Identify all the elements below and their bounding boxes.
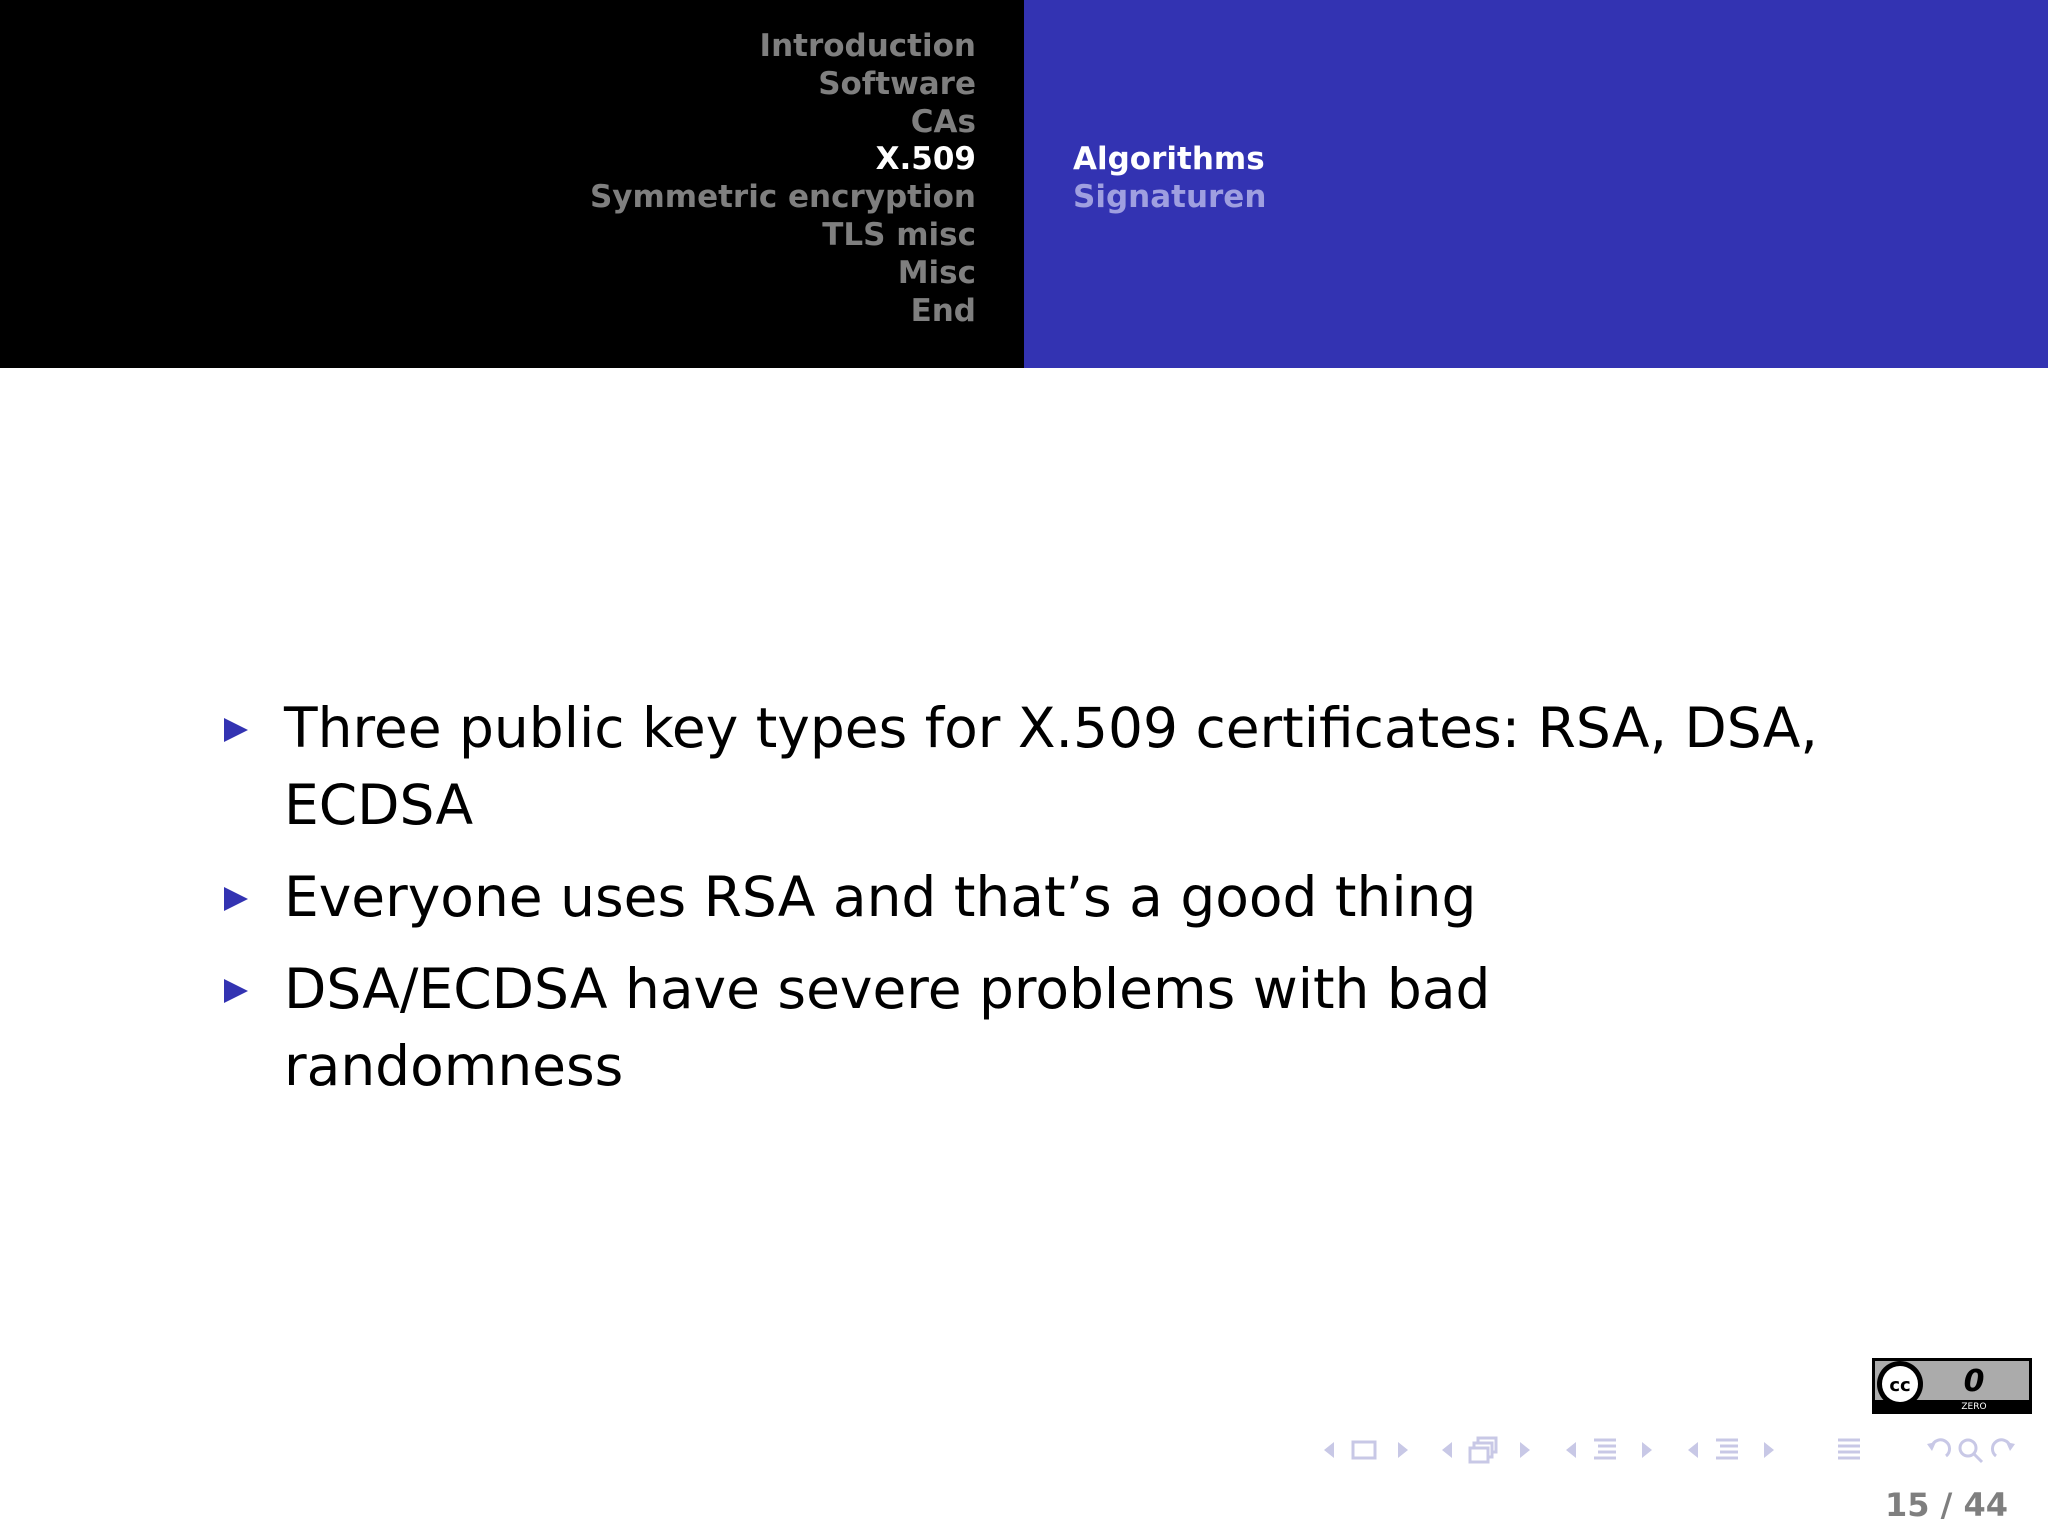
- subsection-list: [1073, 141, 1266, 217]
- frame-icon[interactable]: [1350, 1432, 1380, 1468]
- beamer-navigation-bar: [1310, 1432, 2030, 1468]
- page-number: 15 / 44: [1884, 1486, 2008, 1524]
- section-list: [590, 28, 976, 330]
- section-tls-misc[interactable]: TLS misc: [822, 216, 976, 253]
- bullet-text: Three public key types for X.509 certificates: RSA, DSA, ECDSA: [284, 696, 1818, 837]
- subsection-navigation-panel: [1024, 0, 2048, 368]
- undo-icon[interactable]: [1924, 1432, 1954, 1468]
- next-outline-arrow-icon[interactable]: [1758, 1432, 1778, 1468]
- subsection-signaturen[interactable]: Signaturen: [1073, 178, 1267, 215]
- cc-zero-license-badge: [1872, 1358, 2032, 1418]
- slide-content: [220, 690, 1820, 1120]
- next-subsection-arrow-icon[interactable]: [1514, 1432, 1534, 1468]
- svg-text:ZERO: ZERO: [1961, 1402, 1987, 1412]
- bullet-triangle-icon: [224, 979, 248, 1003]
- section-cas[interactable]: CAs: [910, 103, 976, 140]
- prev-frame-arrow-icon[interactable]: [1320, 1432, 1340, 1468]
- section-x509[interactable]: X.509: [875, 141, 976, 178]
- next-section-arrow-icon[interactable]: [1636, 1432, 1656, 1468]
- outline-icon[interactable]: [1712, 1432, 1742, 1468]
- section-misc[interactable]: Misc: [897, 254, 976, 291]
- bullet-item: [220, 690, 1820, 844]
- bullet-text: DSA/ECDSA have severe problems with bad randomness: [284, 957, 1491, 1098]
- cc-zero-logo: [1872, 1358, 2032, 1414]
- section-end[interactable]: End: [910, 292, 976, 329]
- redo-icon[interactable]: [1988, 1432, 2018, 1468]
- section-symmetric-encryption[interactable]: Symmetric encryption: [589, 179, 976, 216]
- bullet-item: [220, 859, 1820, 936]
- section-introduction[interactable]: Introduction: [759, 28, 976, 64]
- svg-text:cc: cc: [1889, 1375, 1911, 1396]
- prev-section-arrow-icon[interactable]: [1562, 1432, 1582, 1468]
- subsection-icon[interactable]: [1466, 1432, 1502, 1468]
- next-frame-arrow-icon[interactable]: [1392, 1432, 1412, 1468]
- subsection-algorithms[interactable]: Algorithms: [1073, 141, 1265, 177]
- prev-outline-arrow-icon[interactable]: [1684, 1432, 1704, 1468]
- bullet-text: Everyone uses RSA and that’s a good thing: [284, 865, 1477, 929]
- bullet-triangle-icon: [224, 718, 248, 742]
- search-icon[interactable]: [1956, 1432, 1986, 1468]
- document-outline-icon[interactable]: [1834, 1432, 1864, 1468]
- section-software[interactable]: Software: [818, 65, 976, 102]
- section-icon[interactable]: [1590, 1432, 1620, 1468]
- prev-subsection-arrow-icon[interactable]: [1438, 1432, 1458, 1468]
- section-navigation-panel: [0, 0, 1024, 368]
- svg-text:0: 0: [1963, 1364, 1985, 1399]
- bullet-item: [220, 951, 1820, 1105]
- bullet-triangle-icon: [224, 887, 248, 911]
